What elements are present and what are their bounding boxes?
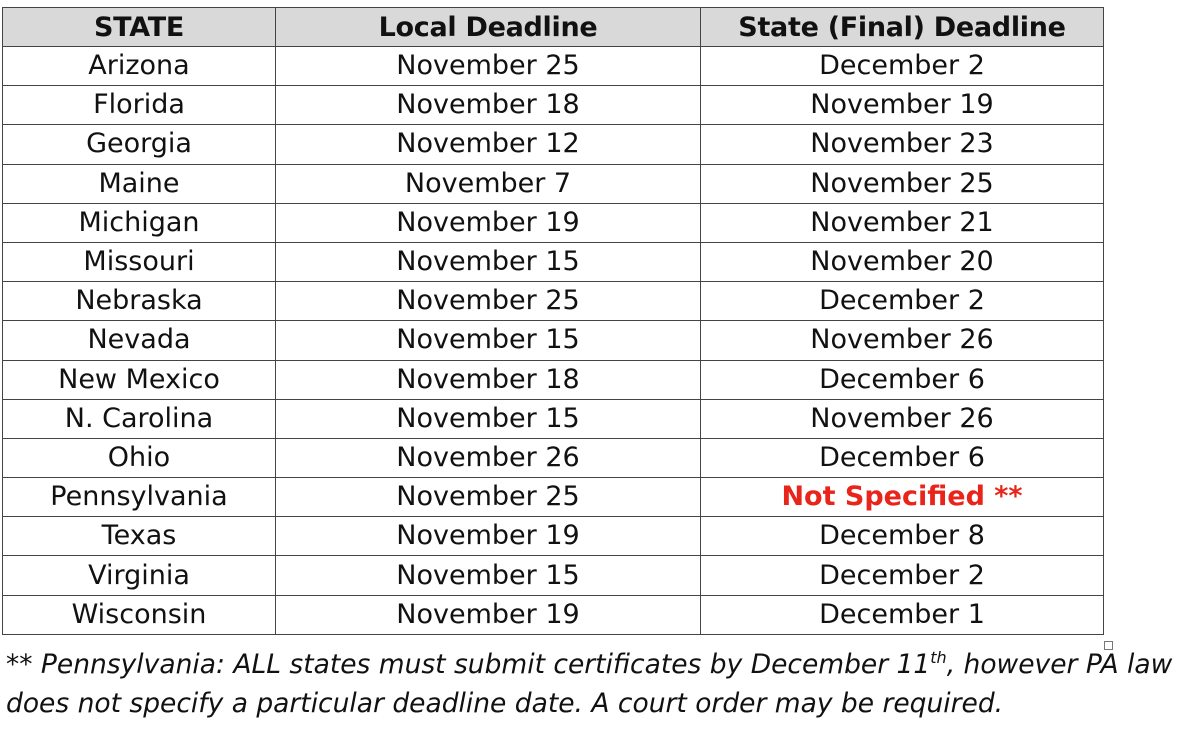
footnote-text-continued: , however PA law does not specify a particular deadline date. A court order may be required. — [6, 648, 1173, 719]
cell-state: Texas — [3, 517, 276, 556]
footnote-superscript: th — [930, 648, 947, 667]
cell-state: Ohio — [3, 438, 276, 477]
cell-local-deadline: November 15 — [276, 556, 701, 595]
cell-local-deadline: November 26 — [276, 438, 701, 477]
cell-state: Maine — [3, 164, 276, 203]
cell-final-deadline: December 2 — [701, 556, 1104, 595]
table-row — [3, 360, 1104, 399]
header-row — [3, 8, 1104, 47]
cell-state: New Mexico — [3, 360, 276, 399]
header-local-deadline: Local Deadline — [276, 8, 701, 47]
cell-final-deadline: December 2 — [701, 282, 1104, 321]
table-row — [3, 595, 1104, 634]
cell-local-deadline: November 15 — [276, 321, 701, 360]
cell-local-deadline: November 19 — [276, 203, 701, 242]
table-row — [3, 242, 1104, 281]
header-state-final-deadline: State (Final) Deadline — [701, 8, 1104, 47]
table-row — [3, 86, 1104, 125]
cell-local-deadline: November 19 — [276, 517, 701, 556]
cell-final-deadline: November 21 — [701, 203, 1104, 242]
table-row — [3, 164, 1104, 203]
table-row — [3, 438, 1104, 477]
cell-local-deadline: November 18 — [276, 86, 701, 125]
cell-local-deadline: November 18 — [276, 360, 701, 399]
cell-final-deadline: November 26 — [701, 399, 1104, 438]
cell-state: Pennsylvania — [3, 478, 276, 517]
cell-state: Arizona — [3, 47, 276, 86]
cell-local-deadline: November 25 — [276, 282, 701, 321]
cell-state: Virginia — [3, 556, 276, 595]
cell-final-deadline: December 6 — [701, 438, 1104, 477]
deadline-table-container — [2, 7, 1103, 635]
cell-final-deadline: November 19 — [701, 86, 1104, 125]
cell-state: Florida — [3, 86, 276, 125]
cell-final-deadline: December 8 — [701, 517, 1104, 556]
table-row — [3, 478, 1104, 517]
table-row — [3, 125, 1104, 164]
table-row — [3, 556, 1104, 595]
cell-state: N. Carolina — [3, 399, 276, 438]
cell-local-deadline: November 25 — [276, 47, 701, 86]
footnote-text: ** Pennsylvania: ALL states must submit certificates by December 11 — [6, 648, 931, 680]
cell-final-deadline: December 1 — [701, 595, 1104, 634]
cell-local-deadline: November 15 — [276, 399, 701, 438]
cell-local-deadline: November 25 — [276, 478, 701, 517]
table-row — [3, 203, 1104, 242]
cell-state: Missouri — [3, 242, 276, 281]
cell-final-deadline: November 23 — [701, 125, 1104, 164]
cell-final-deadline: December 2 — [701, 47, 1104, 86]
cell-state: Michigan — [3, 203, 276, 242]
table-row — [3, 517, 1104, 556]
table-row — [3, 321, 1104, 360]
cell-final-deadline: December 6 — [701, 360, 1104, 399]
cell-state: Georgia — [3, 125, 276, 164]
cell-final-deadline: November 25 — [701, 164, 1104, 203]
deadline-table — [2, 7, 1104, 635]
cell-local-deadline: November 15 — [276, 242, 701, 281]
cell-final-deadline: November 20 — [701, 242, 1104, 281]
table-row — [3, 399, 1104, 438]
cell-local-deadline: November 12 — [276, 125, 701, 164]
cell-local-deadline: November 19 — [276, 595, 701, 634]
header-state: STATE — [3, 8, 276, 47]
cell-local-deadline: November 7 — [276, 164, 701, 203]
cell-state: Nebraska — [3, 282, 276, 321]
cell-final-deadline: November 26 — [701, 321, 1104, 360]
footnote — [6, 638, 1196, 723]
cell-state: Wisconsin — [3, 595, 276, 634]
table-row — [3, 282, 1104, 321]
table-row — [3, 47, 1104, 86]
cell-state: Nevada — [3, 321, 276, 360]
cell-final-deadline: Not Specified ** — [701, 478, 1104, 517]
